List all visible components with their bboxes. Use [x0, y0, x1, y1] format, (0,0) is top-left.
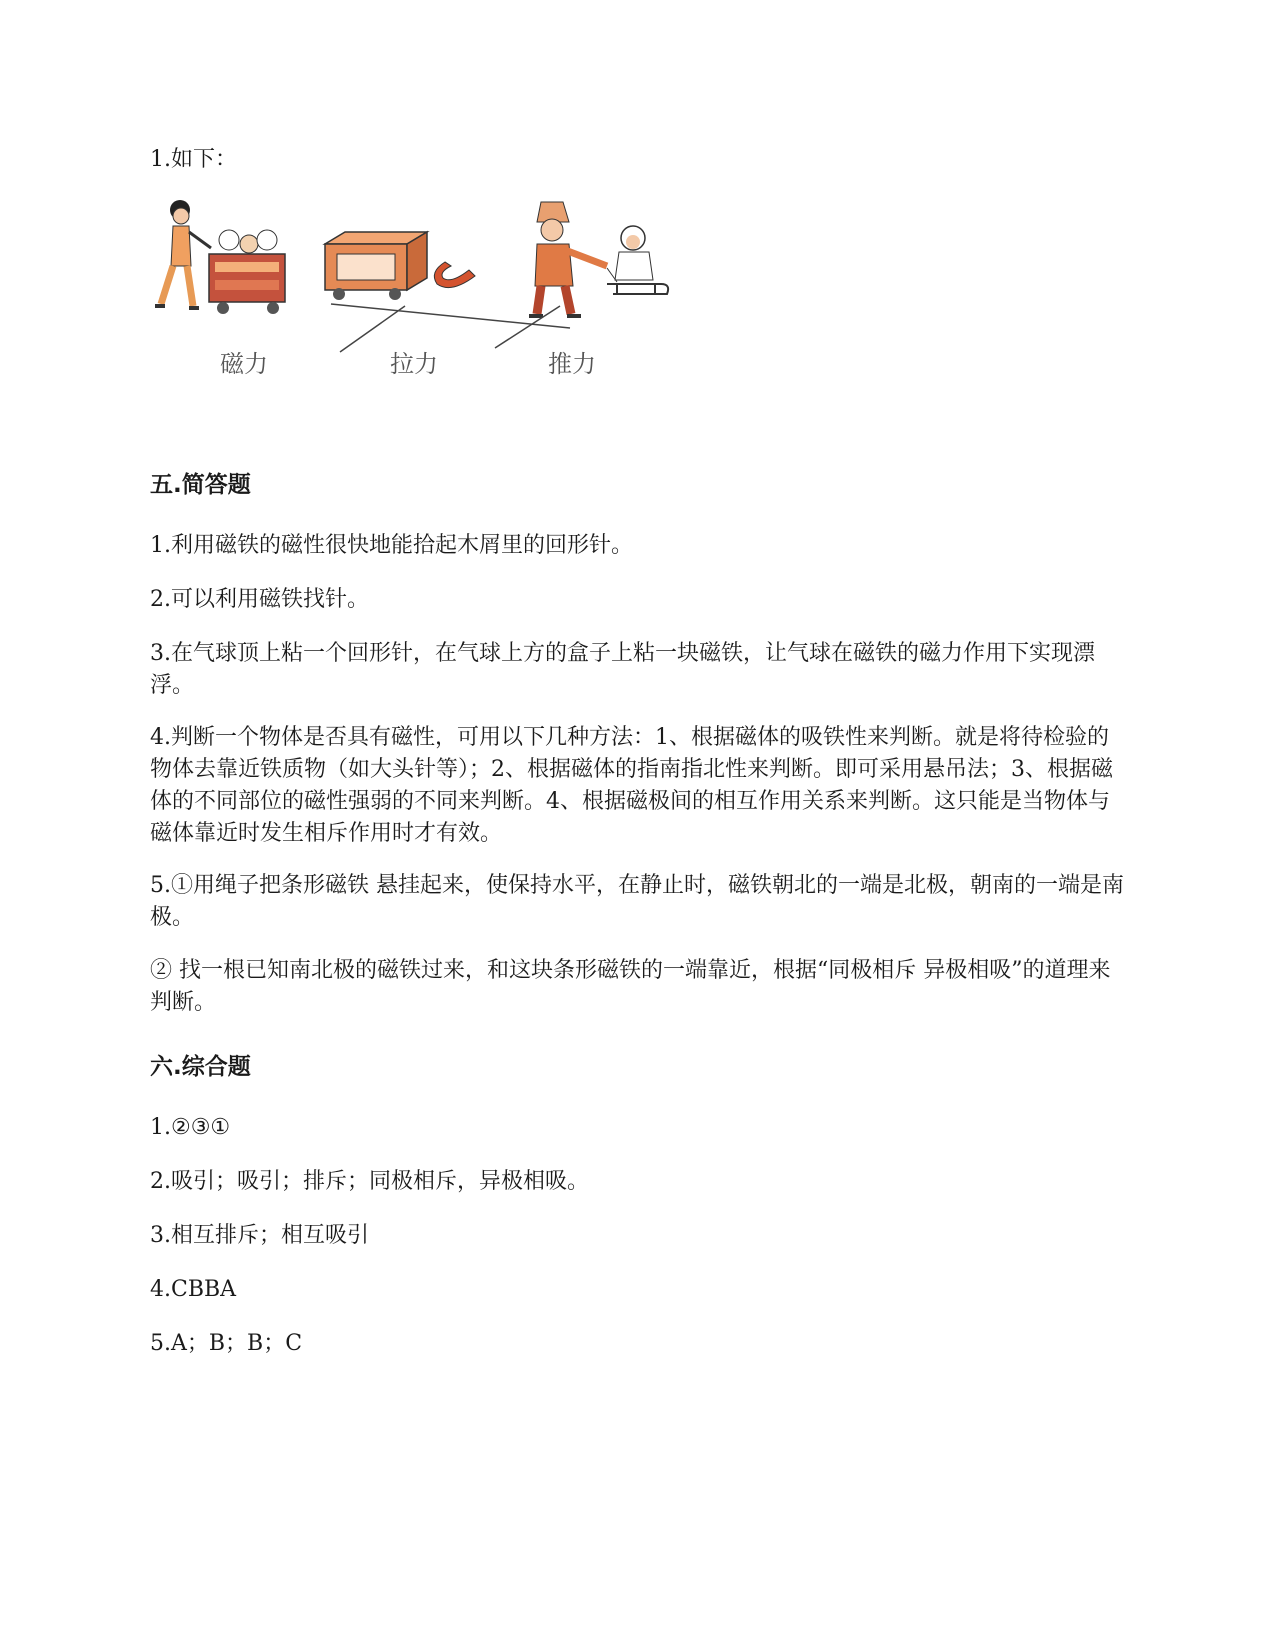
section5-item-1: 1.利用磁铁的磁性很快地能拾起木屑里的回形针。	[150, 533, 633, 558]
label-magnetic-force: 磁力	[220, 350, 268, 378]
section5-item-4: 4.判断一个物体是否具有磁性，可用以下几种方法：1、根据磁体的吸铁性来判断。就是将待检验的物体去靠近铁质物（如大头针等）；2、根据磁体的指南指北性来判断。即可采用悬吊法；3、根据磁体的不同部位的磁性强弱的不同来判断。4、根据磁极间的相互作用关系来判断。这只能是当物体与磁体靠近时发生相斥作用时才有效。	[150, 725, 1113, 846]
section6-title: 六.综合题	[150, 1054, 251, 1080]
label-pulling-force: 拉力	[390, 350, 438, 378]
iron-cart-and-magnet-illustration	[325, 232, 475, 300]
boy-pushing-cart-illustration	[155, 200, 285, 314]
section6-item-3: 3.相互排斥；相互吸引	[150, 1223, 369, 1248]
child-pulling-sled-illustration	[529, 202, 668, 316]
match-line-3	[495, 306, 560, 348]
section5-title: 五.简答题	[150, 472, 251, 498]
section6-item-1: 1.②③①	[150, 1115, 231, 1140]
section6-item-2: 2.吸引；吸引；排斥；同极相斥，异极相吸。	[150, 1169, 589, 1194]
section5-item-5: 5.①用绳子把条形磁铁 悬挂起来，使保持水平，在静止时，磁铁朝北的一端是北极，朝南的一端是南极。	[150, 873, 1124, 930]
section5-item-2: 2.可以利用磁铁找针。	[150, 587, 369, 612]
section5-item-6: ② 找一根已知南北极的磁铁过来，和这块条形磁铁的一端靠近，根据“同极相斥 异极相吸”的道理来判断。	[150, 958, 1111, 1015]
section6-item-5: 5.A；B；B；C	[150, 1331, 303, 1356]
section6-item-4: 4.CBBA	[150, 1277, 237, 1302]
section5-item-3: 3.在气球顶上粘一个回形针，在气球上方的盒子上粘一块磁铁，让气球在磁铁的磁力作用下实现漂浮。	[150, 641, 1095, 698]
label-pushing-force: 推力	[548, 350, 596, 378]
force-matching-figure	[145, 196, 705, 406]
match-line-2	[340, 306, 405, 352]
answer-intro: 1.如下：	[150, 147, 237, 172]
